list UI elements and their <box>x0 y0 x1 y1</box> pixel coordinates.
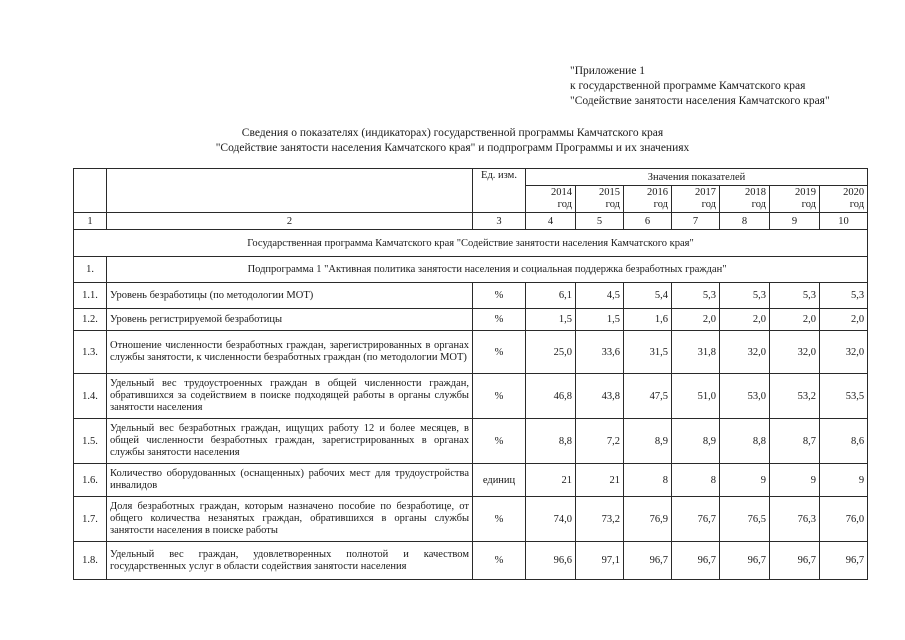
indicator-num: 1.1. <box>74 283 107 309</box>
indicator-value: 96,7 <box>820 542 868 580</box>
indicator-row <box>74 464 868 497</box>
indicator-value: 8,9 <box>624 419 672 464</box>
indicator-value: 33,6 <box>576 331 624 374</box>
indicator-value: 73,2 <box>576 497 624 542</box>
year-header-2014 <box>526 186 576 213</box>
title-line-2: "Содействие занятости населения Камчатского края" и подпрограмм Программы и их значениях <box>215 142 690 154</box>
indicator-num: 1.6. <box>74 464 107 497</box>
year-suffix: год <box>653 199 668 210</box>
indicator-unit: % <box>473 374 526 419</box>
indicator-value: 76,0 <box>820 497 868 542</box>
appendix-line-2: к государственной программе Камчатского края <box>570 80 806 92</box>
year-value: 2017 <box>695 187 716 198</box>
indicator-row <box>74 309 868 331</box>
indicator-value: 96,7 <box>770 542 820 580</box>
indicator-value: 5,3 <box>720 283 770 309</box>
year-suffix: год <box>701 199 716 210</box>
indicator-value: 43,8 <box>576 374 624 419</box>
indicator-value: 51,0 <box>672 374 720 419</box>
indicator-value: 8,9 <box>672 419 720 464</box>
indicator-num: 1.4. <box>74 374 107 419</box>
indicator-value: 2,0 <box>720 309 770 331</box>
program-row <box>74 230 868 257</box>
indicator-value: 6,1 <box>526 283 576 309</box>
document-title <box>0 126 905 156</box>
indicator-value: 21 <box>576 464 624 497</box>
indicator-value: 53,5 <box>820 374 868 419</box>
indicator-value: 53,2 <box>770 374 820 419</box>
indicator-value: 5,3 <box>820 283 868 309</box>
indicator-num: 1.3. <box>74 331 107 374</box>
indicator-unit: единиц <box>473 464 526 497</box>
indicator-row <box>74 497 868 542</box>
indicator-value: 1,5 <box>576 309 624 331</box>
program-title: Государственная программа Камчатского края "Содействие занятости населения Камчатского края" <box>74 230 868 257</box>
indicator-num: 1.2. <box>74 309 107 331</box>
indicator-value: 32,0 <box>770 331 820 374</box>
indicator-num: 1.7. <box>74 497 107 542</box>
indicator-unit: % <box>473 497 526 542</box>
indicator-row <box>74 283 868 309</box>
indicator-unit: % <box>473 309 526 331</box>
indicator-value: 2,0 <box>820 309 868 331</box>
indicator-value: 74,0 <box>526 497 576 542</box>
indicator-value: 4,5 <box>576 283 624 309</box>
column-number: 1 <box>74 213 107 230</box>
year-suffix: год <box>605 199 620 210</box>
indicator-value: 8,8 <box>720 419 770 464</box>
column-numbers-row <box>74 213 868 230</box>
indicator-value: 8 <box>624 464 672 497</box>
indicator-name: Доля безработных граждан, которым назначено пособие по безработице, от общего количества незанятых граждан, обратившихся в органы службы занятости населения в поиске работы <box>107 497 473 542</box>
indicator-value: 76,3 <box>770 497 820 542</box>
indicator-value: 9 <box>720 464 770 497</box>
appendix-note <box>570 64 830 109</box>
column-number: 9 <box>770 213 820 230</box>
indicator-num: 1.5. <box>74 419 107 464</box>
indicator-row <box>74 374 868 419</box>
indicator-value: 1,6 <box>624 309 672 331</box>
indicator-name: Удельный вес граждан, удовлетворенных полнотой и качеством государственных услуг в области содействия занятости населения <box>107 542 473 580</box>
indicator-value: 96,6 <box>526 542 576 580</box>
indicator-value: 5,3 <box>770 283 820 309</box>
indicator-name: Удельный вес безработных граждан, ищущих работу 12 и более месяцев, в общей численности безработных граждан, зарегистрированных в органах службы занятости населения <box>107 419 473 464</box>
indicator-row <box>74 542 868 580</box>
year-value: 2014 <box>551 187 572 198</box>
indicator-value: 2,0 <box>770 309 820 331</box>
header-row-top <box>74 169 868 186</box>
indicator-value: 31,5 <box>624 331 672 374</box>
appendix-line-3: "Содействие занятости населения Камчатского края" <box>570 95 830 107</box>
indicator-name: Уровень регистрируемой безработицы <box>107 309 473 331</box>
indicator-value: 31,8 <box>672 331 720 374</box>
indicator-value: 32,0 <box>720 331 770 374</box>
indicator-value: 9 <box>770 464 820 497</box>
year-header-2018 <box>720 186 770 213</box>
appendix-line-1: "Приложение 1 <box>570 65 646 77</box>
indicator-unit: % <box>473 331 526 374</box>
indicator-value: 9 <box>820 464 868 497</box>
indicator-value: 8,6 <box>820 419 868 464</box>
indicator-value: 76,9 <box>624 497 672 542</box>
subprogram-title: Подпрограмма 1 "Активная политика занятости населения и социальная поддержка безработных граждан" <box>107 257 868 283</box>
indicator-value: 25,0 <box>526 331 576 374</box>
year-value: 2018 <box>745 187 766 198</box>
column-number: 2 <box>107 213 473 230</box>
indicators-table <box>73 168 868 580</box>
indicator-value: 7,2 <box>576 419 624 464</box>
indicator-row <box>74 331 868 374</box>
subprogram-row <box>74 257 868 283</box>
indicator-value: 96,7 <box>720 542 770 580</box>
indicator-value: 76,7 <box>672 497 720 542</box>
year-suffix: год <box>849 199 865 210</box>
year-header-2015 <box>576 186 624 213</box>
indicator-value: 96,7 <box>624 542 672 580</box>
column-number: 5 <box>576 213 624 230</box>
header-name-cell <box>107 169 473 213</box>
column-number: 10 <box>820 213 868 230</box>
indicator-unit: % <box>473 419 526 464</box>
year-value: 2016 <box>647 187 668 198</box>
indicator-value: 46,8 <box>526 374 576 419</box>
indicator-value: 8 <box>672 464 720 497</box>
indicator-name: Количество оборудованных (оснащенных) рабочих мест для трудоустройства инвалидов <box>107 464 473 497</box>
column-number: 6 <box>624 213 672 230</box>
indicator-value: 53,0 <box>720 374 770 419</box>
indicator-row <box>74 419 868 464</box>
year-value: 2015 <box>599 187 620 198</box>
year-suffix: год <box>801 199 816 210</box>
year-header-2019 <box>770 186 820 213</box>
year-header-2016 <box>624 186 672 213</box>
column-number: 7 <box>672 213 720 230</box>
indicator-value: 96,7 <box>672 542 720 580</box>
indicator-value: 32,0 <box>820 331 868 374</box>
indicator-num: 1.8. <box>74 542 107 580</box>
indicator-value: 5,3 <box>672 283 720 309</box>
column-number: 3 <box>473 213 526 230</box>
indicator-value: 8,7 <box>770 419 820 464</box>
header-unit: Ед. изм. <box>473 169 526 213</box>
year-header-2020 <box>820 186 868 213</box>
indicator-value: 76,5 <box>720 497 770 542</box>
indicator-value: 5,4 <box>624 283 672 309</box>
indicator-unit: % <box>473 542 526 580</box>
column-number: 8 <box>720 213 770 230</box>
indicator-name: Уровень безработицы (по методологии МОТ) <box>107 283 473 309</box>
title-line-1: Сведения о показателях (индикаторах) государственной программы Камчатского края <box>241 127 664 139</box>
year-suffix: год <box>557 199 572 210</box>
indicator-value: 21 <box>526 464 576 497</box>
indicator-value: 8,8 <box>526 419 576 464</box>
year-header-2017 <box>672 186 720 213</box>
indicator-value: 2,0 <box>672 309 720 331</box>
indicator-name: Удельный вес трудоустроенных граждан в общей численности граждан, обратившихся за содействием в поиске подходящей работы в органы службы занятости населения <box>107 374 473 419</box>
column-number: 4 <box>526 213 576 230</box>
indicator-value: 47,5 <box>624 374 672 419</box>
indicator-value: 97,1 <box>576 542 624 580</box>
indicator-unit: % <box>473 283 526 309</box>
indicator-value: 1,5 <box>526 309 576 331</box>
year-value: 2020 <box>843 187 865 198</box>
header-num-cell <box>74 169 107 213</box>
header-values: Значения показателей <box>526 169 868 186</box>
year-value: 2019 <box>795 187 816 198</box>
subprogram-num: 1. <box>74 257 107 283</box>
year-suffix: год <box>751 199 766 210</box>
indicator-name: Отношение численности безработных граждан, зарегистрированных в органах службы занятости, к численности безработных граждан (по методологии МОТ) <box>107 331 473 374</box>
